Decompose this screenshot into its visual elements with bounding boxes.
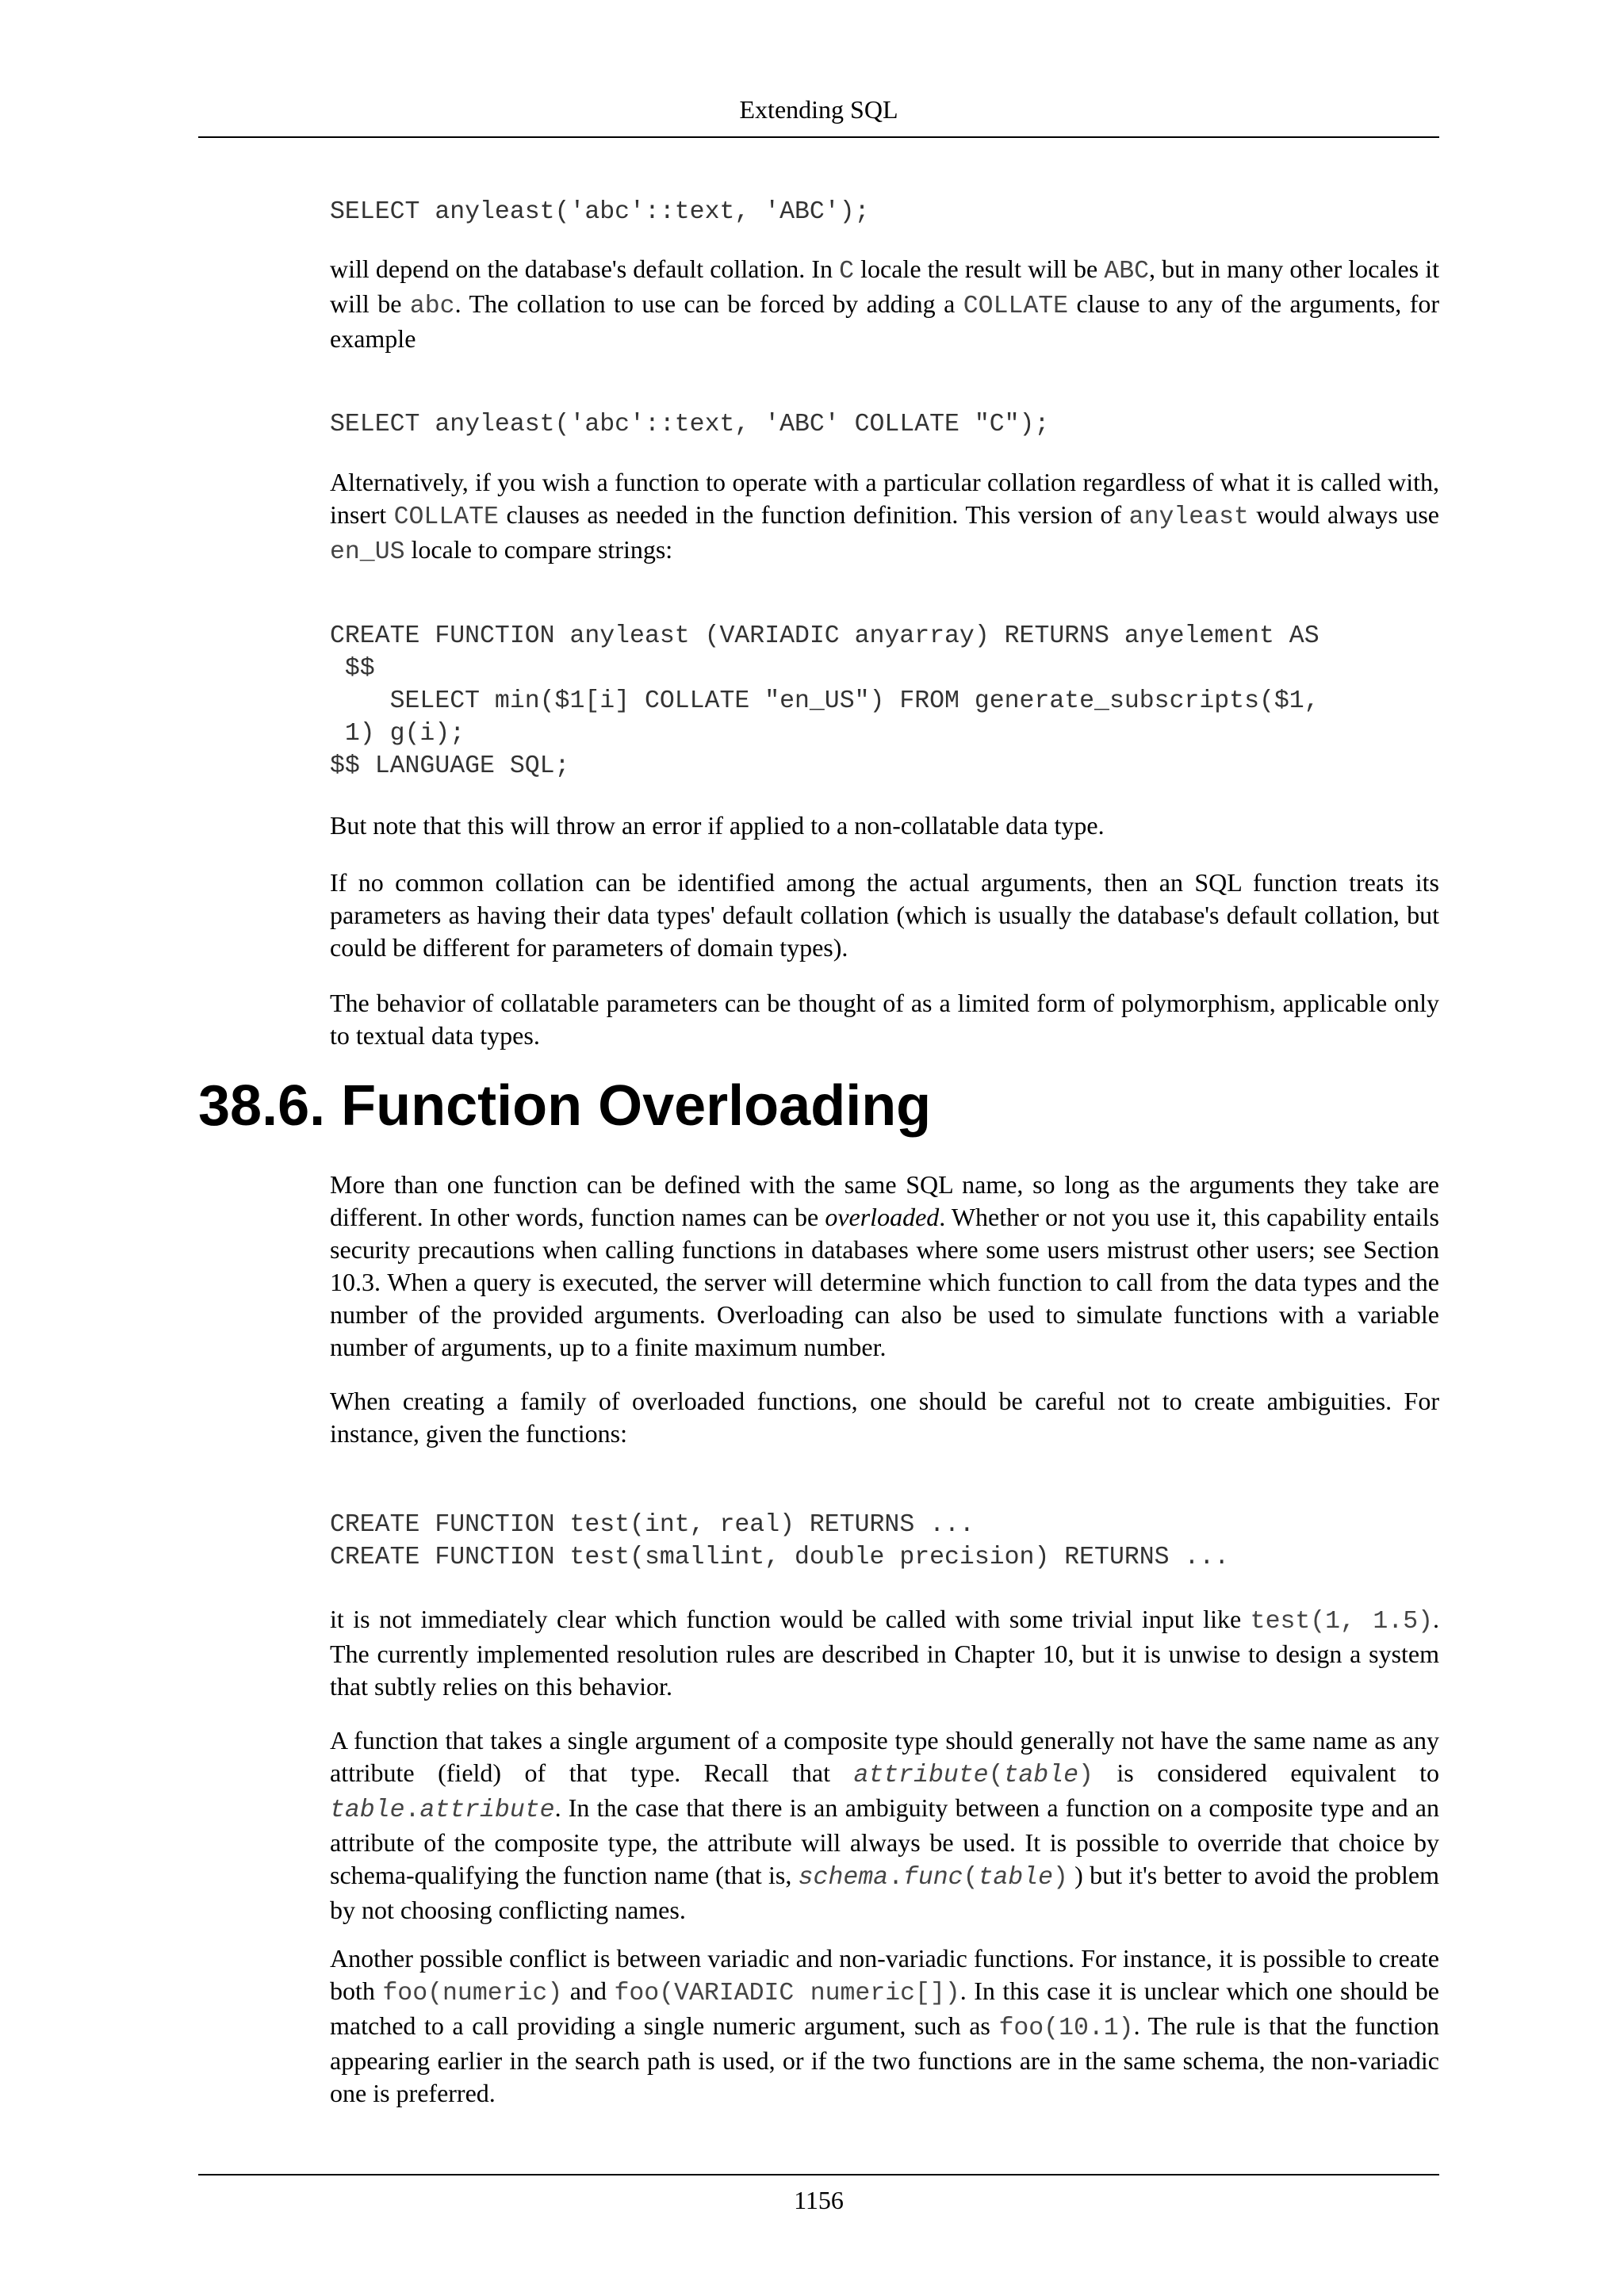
code-example-1: SELECT anyleast('abc'::text, 'ABC'); xyxy=(330,198,870,226)
page-number: 1156 xyxy=(794,2186,844,2214)
section-heading: 38.6. Function Overloading xyxy=(198,1074,932,1138)
footer-rule xyxy=(198,2174,1439,2175)
paragraph-6: More than one function can be defined with the same SQL name, so long as the arguments they take are different. In other words, function names can be overloaded. Whether or not you use it, this capability entails security precautions when calling functions in databases where some users mistrust other users; see Section 10.3. When a query is executed, the server will determine which function to call from the data types and the number of the provided arguments. Overloading can also be used to simulate functions with a variable number of arguments, up to a finite maximum number. xyxy=(330,1170,1446,1361)
paragraph-1: will depend on the database's default collation. In C locale the result will be ABC, but in many other locales it will be abc. The collation to use can be forced by adding a COLLATE clause to any of the arguments, for example xyxy=(330,254,1446,353)
paragraph-2: Alternatively, if you wish a function to operate with a particular collation regardless of what it is called with, insert COLLATE clauses as needed in the function definition. This version of anyleast would always use en_US locale to compare strings: xyxy=(330,468,1446,566)
header-rule xyxy=(198,136,1439,138)
paragraph-5: The behavior of collatable parameters can be thought of as a limited form of polymorphism, applicable only to textual data types. xyxy=(330,989,1439,1050)
code-example-3: CREATE FUNCTION anyleast (VARIADIC anyarray) RETURNS anyelement AS $$ SELECT min($1[i] COLLATE "en_US") FROM generate_subscripts($1, 1) g(i); $$ LANGUAGE SQL; xyxy=(330,622,1320,780)
paragraph-3: But note that this will throw an error if applied to a non-collatable data type. xyxy=(330,811,1105,840)
paragraph-7: When creating a family of overloaded functions, one should be careful not to create ambiguities. For instance, given the functions: xyxy=(330,1387,1439,1448)
paragraph-9: A function that takes a single argument of a composite type should generally not have the same name as any attribute (field) of that type. Recall that attribute(table) is considered equivalent to table.attribute. In the case that there is an ambiguity between a function on a composite type and an attribute of the composite type, the attribute will always be used. It is possible to override that choice by schema-qualifying the function name (that is, schema.func(table) ) but it's better to avoid the problem by not choosing conflicting names. xyxy=(330,1726,1446,1924)
running-header: Extending SQL xyxy=(739,95,898,124)
code-example-4: CREATE FUNCTION test(int, real) RETURNS ... CREATE FUNCTION test(smallint, double precision) RETURNS ... xyxy=(330,1511,1230,1571)
paragraph-4: If no common collation can be identified among the actual arguments, then an SQL function treats its parameters as having their data types' default collation (which is usually the database's default collation, but could be different for parameters of domain types). xyxy=(330,868,1439,962)
paragraph-10: Another possible conflict is between variadic and non-variadic functions. For instance, it is possible to create both foo(numeric) and foo(VARIADIC numeric[]). In this case it is unclear which one should be matched to a call providing a single numeric argument, such as foo(10.1). The rule is that the function appearing earlier in the search path is used, or if the two functions are in the same schema, the non-variadic one is preferred. xyxy=(330,1944,1446,2107)
code-example-2: SELECT anyleast('abc'::text, 'ABC' COLLATE "C"); xyxy=(330,411,1050,438)
paragraph-8: it is not immediately clear which function would be called with some trivial input like test(1, 1.5). The currently implemented resolution rules are described in Chapter 10, but it is unwise to design a system that subtly relies on this behavior. xyxy=(330,1605,1446,1701)
